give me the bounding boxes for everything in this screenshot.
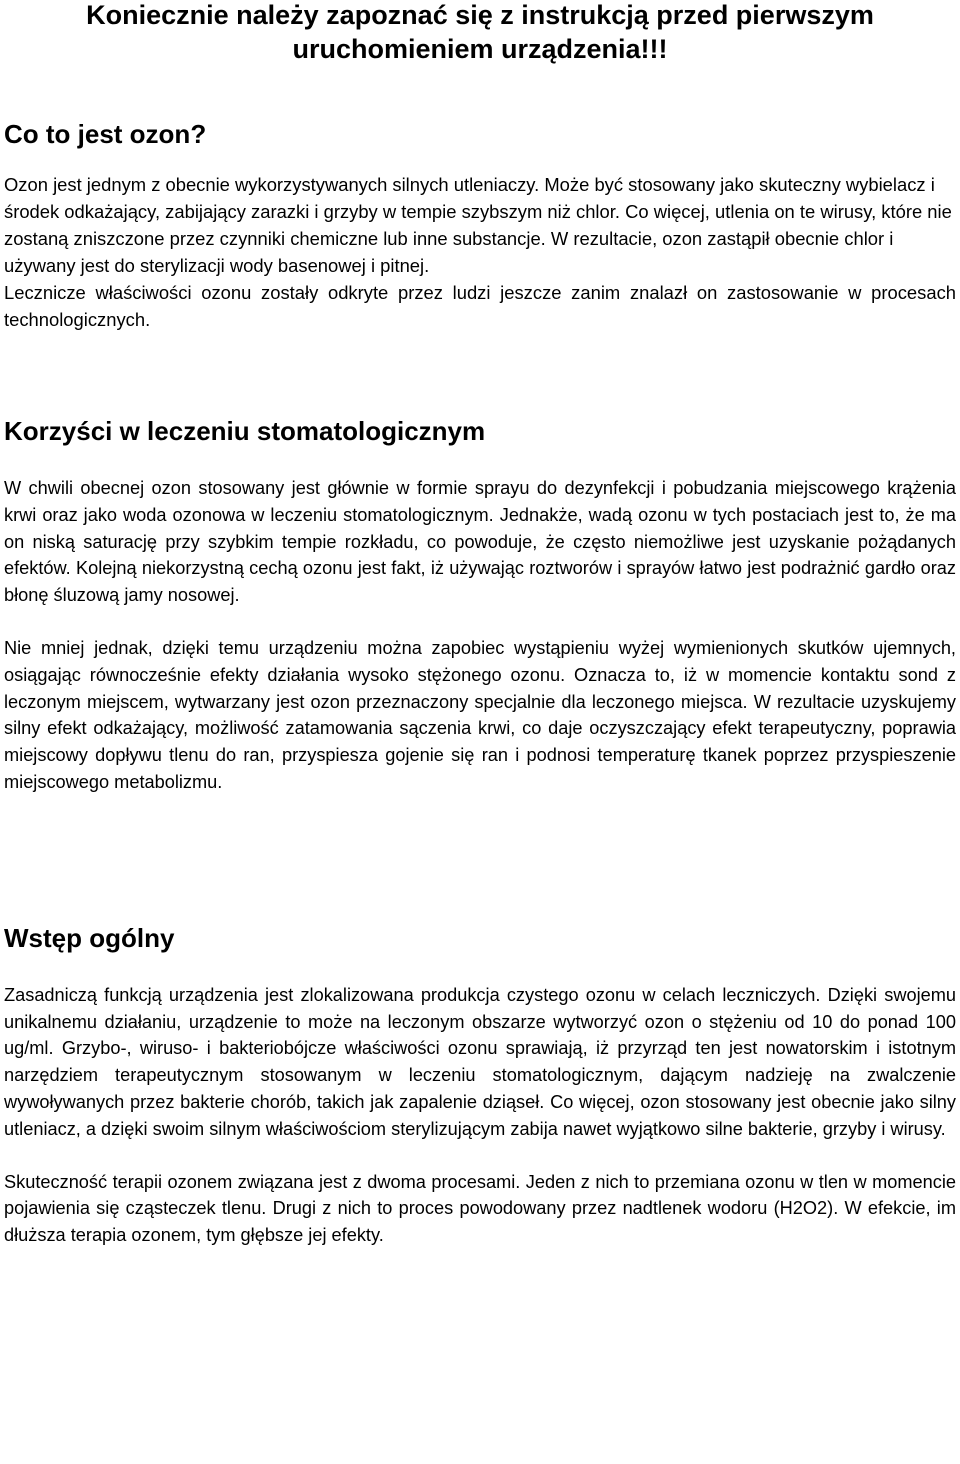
section-ozone-paragraph-1: Ozon jest jednym z obecnie wykorzystywanych silnych utleniaczy. Może być stosowany jako skuteczny wybielacz i środek odkażający, zabijający zarazki i grzyby w tempie szybszym niż chlor. Co więcej, utlenia on te wirusy, które nie zostaną zniszczone przez czynniki chemiczne lub inne substancje. W rezultacie, ozon zastąpił obecnie chlor i używany jest do sterylizacji wody basenowej i pitnej. (4, 174, 952, 276)
section-ozone-paragraph-2: Lecznicze właściwości ozonu zostały odkryte przez ludzi jeszcze zanim znalazł on zastosowanie w procesach technologicznych. (4, 282, 956, 330)
section-title-ozone: Co to jest ozon? (4, 119, 207, 149)
section-dental-paragraph-1: W chwili obecnej ozon stosowany jest głównie w formie sprayu do dezynfekcji i pobudzania miejscowego krążenia krwi oraz jako woda ozonowa w leczeniu stomatologicznym. Jednakże, wadą ozonu w tych postaciach jest to, że ma on niską saturację przy szybkim tempie rozkładu, co powoduje, że często niemożliwe jest uzyskanie pożądanych efektów. Kolejną niekorzystną cechą ozonu jest fakt, iż używając roztworów i sprayów łatwo jest podrażnić gardło oraz błonę śluzową jamy nosowej. (4, 478, 956, 606)
section-title-dental-benefits: Korzyści w leczeniu stomatologicznym (4, 416, 486, 446)
section-intro-paragraph-2: Skuteczność terapii ozonem związana jest z dwoma procesami. Jeden z nich to przemiana ozonu w tlen w momencie pojawienia się cząsteczek tlenu. Drugi z nich to proces powodowany przez nadtlenek wodoru (H2O2). W efekcie, im dłuższa terapia ozonem, tym głębsze jej efekty. (4, 1171, 956, 1246)
section-dental-paragraph-2: Nie mniej jednak, dzięki temu urządzeniu można zapobiec wystąpieniu wyżej wymienionych skutków ujemnych, osiągając równocześnie efekty działania wysoko stężonego ozonu. Oznacza to, iż w momencie kontaktu sond z leczonym miejscem, wytwarzany jest ozon przeznaczony specjalnie dla leczonego miejsca. W rezultacie uzyskujemy silny efekt odkażający, możliwość zatamowania sączenia krwi, co daje oczyszczający efekt terapeutyczny, poprawia miejscowy dopływu tlenu do ran, przyspiesza gojenie się ran i podnosi temperaturę tkanek poprzez przyspieszenie miejscowego metabolizmu. (4, 637, 956, 792)
warning-heading: Koniecznie należy zapoznać się z instrukcją przed pierwszym uruchomieniem urządzenia!!! (86, 0, 874, 64)
section-title-introduction: Wstęp ogólny (4, 922, 175, 953)
section-intro-paragraph-1: Zasadniczą funkcją urządzenia jest zlokalizowana produkcja czystego ozonu w celach leczniczych. Dzięki swojemu unikalnemu działaniu, urządzenie to może na leczonym obszarze wytworzyć ozon o stężeniu od 10 do ponad 100 ug/ml. Grzybo-, wiruso- i bakteriobójcze właściwości ozonu sprawiają, iż przyrząd ten jest nowatorskim i istotnym narzędziem terapeutycznym stosowanym w leczeniu stomatologicznym, dającym nadzieję na zwalczenie wywoływanych przez bakterie chorób, takich jak zapalenie dziąseł. Co więcej, ozon stosowany jest obecnie jako silny utleniacz, a dzięki swoim silnym właściwościom sterylizującym zabija nawet wyjątkowo silne bakterie, grzyby i wirusy. (4, 984, 956, 1139)
